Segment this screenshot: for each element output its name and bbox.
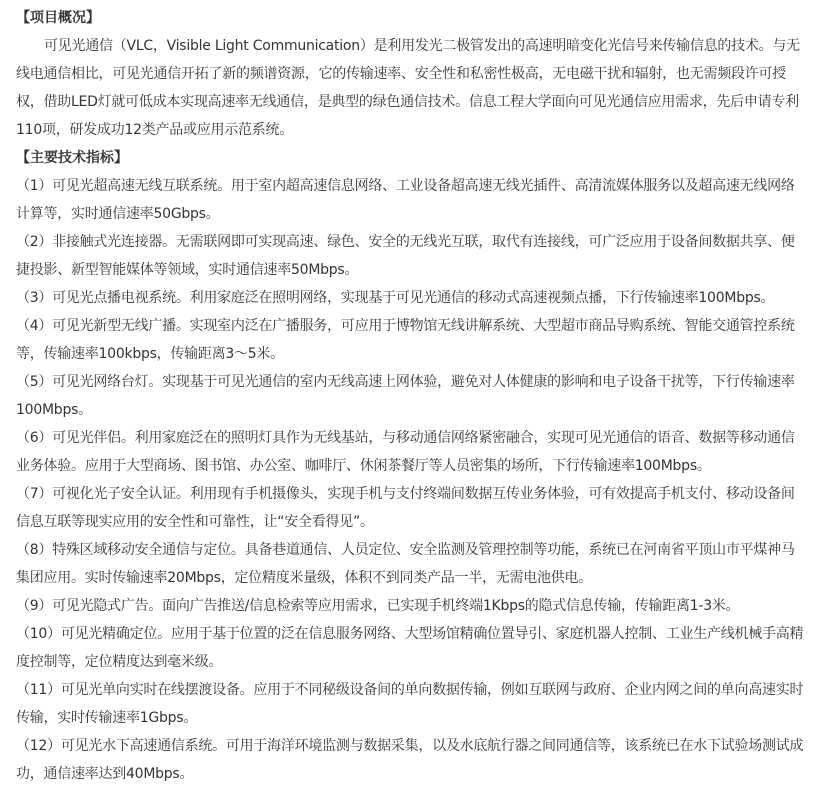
indicator-item-5: （5）可见光网络台灯。实现基于可见光通信的室内无线高速上网体验，避免对人体健康的影响和电子设备干扰等，下行传输速率100Mbps。 [16,374,795,418]
indicator-item-10: （10）可见光精确定位。应用于基于位置的泛在信息服务网络、大型场馆精确位置导引、家庭机器人控制、工业生产线机械手高精度控制等，定位精度达到毫米级。 [16,626,804,670]
indicator-item-1: （1）可见光超高速无线互联系统。用于室内超高速信息网络、工业设备超高速无线光插件、高清流媒体服务以及超高速无线网络计算等，实时通信速率50Gbps。 [16,178,795,222]
indicator-item-4: （4）可见光新型无线广播。实现室内泛在广播服务，可应用于博物馆无线讲解系统、大型超市商品导购系统、智能交通管控系统等，传输速率100kbps，传输距离3～5米。 [16,318,795,362]
indicators-heading: 【主要技术指标】 [16,150,128,166]
indicator-item-12: （12）可见光水下高速通信系统。可用于海洋环境监测与数据采集，以及水底航行器之间同通信等，该系统已在水下试验场测试成功，通信速率达到40Mbps。 [16,738,804,782]
overview-paragraph: 可见光通信（VLC，Visible Light Communication）是利用发光二极管发出的高速明暗变化光信号来传输信息的技术。与无线电通信相比，可见光通信开拓了新的频谱资源，它的传输速率、安全性和私密性极高，无电磁干扰和辐射，也无需频段许可授权，借助LED灯就可低成本实现高速率无线通信，是典型的绿色通信技术。信息工程大学面向可见光通信应用需求，先后申请专利110项，研发成功12类产品或应用示范系统。 [16,38,800,138]
indicator-item-11: （11）可见光单向实时在线摆渡设备。应用于不同秘级设备间的单向数据传输，例如互联网与政府、企业内网之间的单向高速实时传输，实时传输速率1Gbps。 [16,682,804,726]
indicator-item-2: （2）非接触式光连接器。无需联网即可实现高速、绿色、安全的无线光互联，取代有连接线，可广泛应用于设备间数据共享、便捷投影、新型智能媒体等领域，实时通信速率50Mbps。 [16,234,795,278]
indicator-item-9: （9）可见光隐式广告。面向广告推送/信息检索等应用需求，已实现手机终端1Kbps的隐式信息传输，传输距离1-3米。 [16,598,740,614]
indicator-item-6: （6）可见光伴侣。利用家庭泛在的照明灯具作为无线基站，与移动通信网络紧密融合，实现可见光通信的语音、数据等移动通信业务体验。应用于大型商场、图书馆、办公室、咖啡厅、休闲茶餐厅等人员密集的场所，下行传输速率100Mbps。 [16,430,795,474]
indicator-list [16,172,804,788]
indicator-item-3: （3）可见光点播电视系统。利用家庭泛在照明网络，实现基于可见光通信的移动式高速视频点播，下行传输速率100Mbps。 [16,290,775,306]
overview-heading: 【项目概况】 [16,10,100,26]
indicator-item-7: （7）可视化光子安全认证。利用现有手机摄像头，实现手机与支付终端间数据互传业务体验，可有效提高手机支付、移动设备间信息互联等现实应用的安全性和可靠性，让“安全看得见”。 [16,486,795,530]
indicator-item-8: （8）特殊区域移动安全通信与定位。具备巷道通信、人员定位、安全监测及管理控制等功能，系统已在河南省平顶山市平煤神马集团应用。实时传输速率20Mbps，定位精度米量级，体积不到同类产品一半，无需电池供电。 [16,542,795,586]
